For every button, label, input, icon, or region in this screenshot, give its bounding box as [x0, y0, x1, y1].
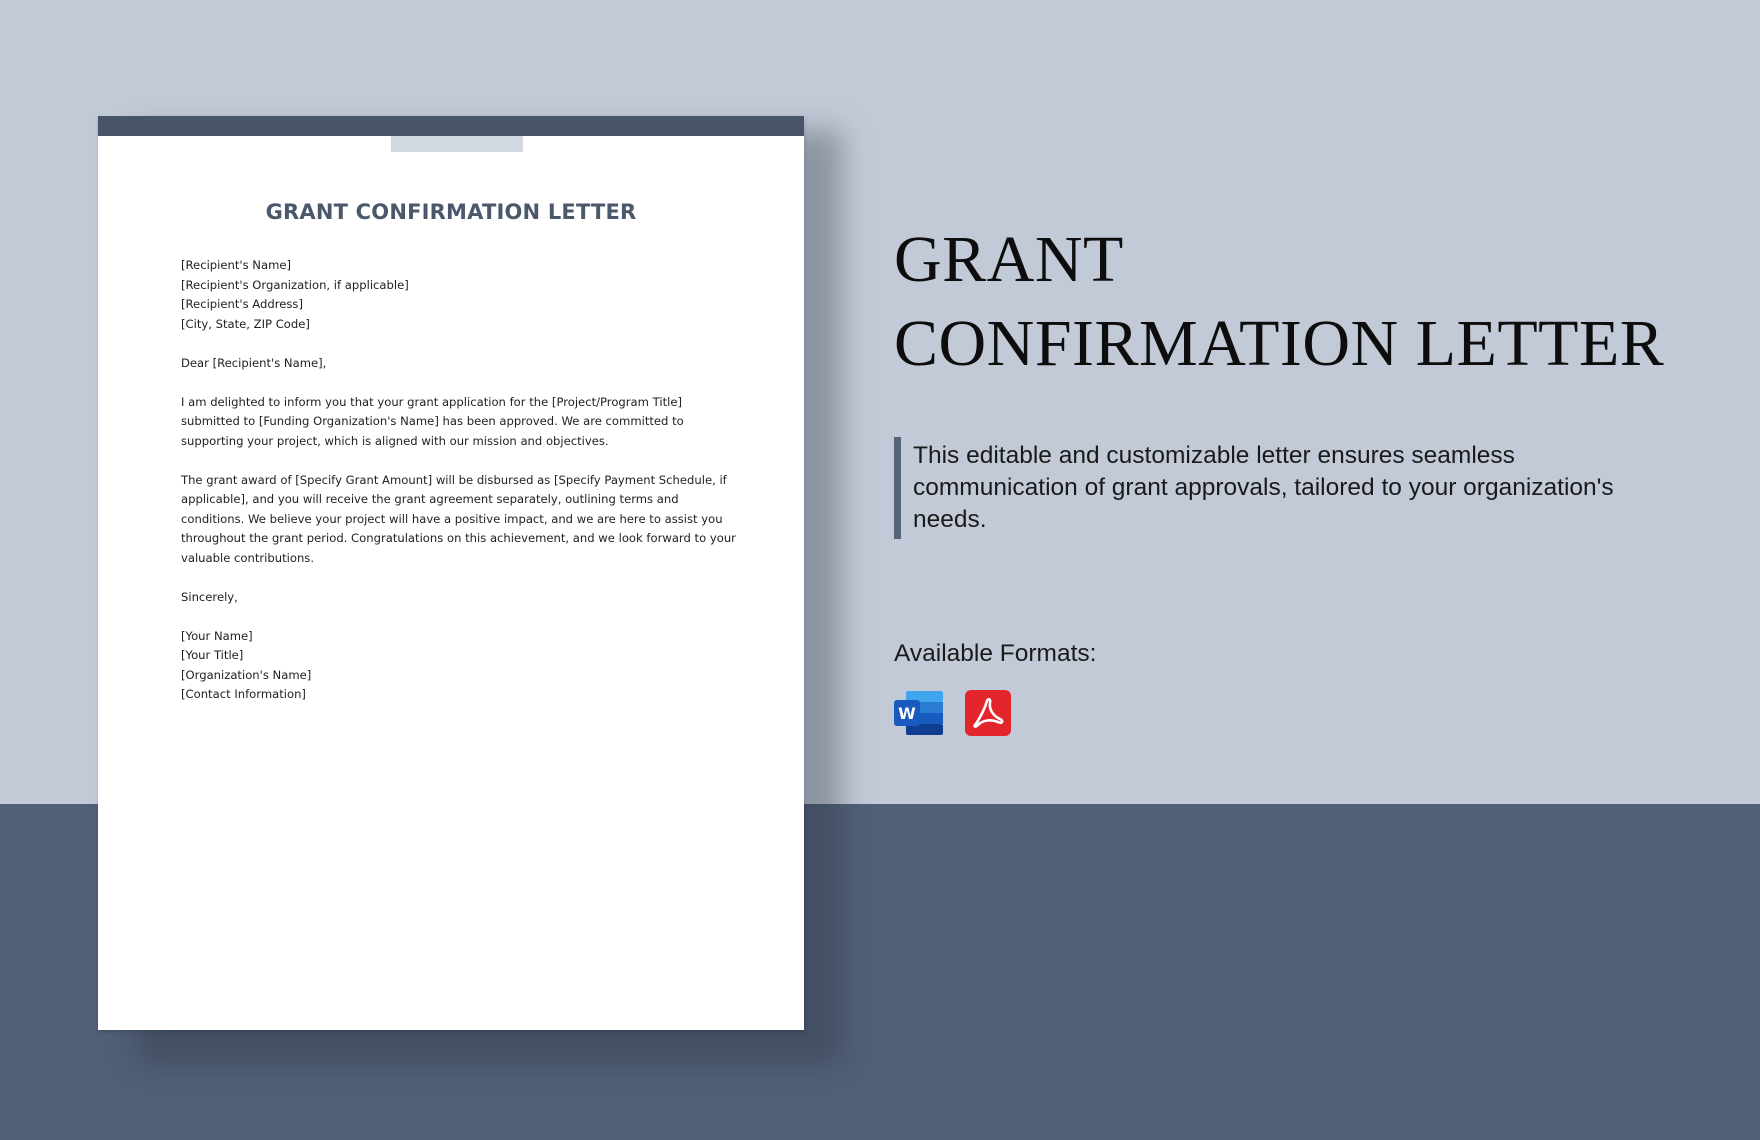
document-line: I am delighted to inform you that your grant application for the [Project/Program Title] [181, 394, 682, 409]
paragraph-gap [181, 451, 741, 471]
document-line: Dear [Recipient's Name], [181, 355, 327, 370]
document-line: [Recipient's Organization, if applicable] [181, 277, 409, 292]
pdf-icon[interactable] [965, 690, 1011, 736]
document-line: conditions. We believe your project will have a positive impact, and we are here to assist you [181, 511, 723, 526]
word-icon[interactable] [894, 690, 946, 736]
formats-label: Available Formats: [894, 640, 1097, 667]
document-line: applicable], and you will receive the grant agreement separately, outlining terms and [181, 492, 679, 506]
document-header-bar [98, 116, 804, 136]
paragraph-gap [181, 373, 741, 393]
paragraph-gap [181, 334, 741, 354]
document-line: [Your Name] [181, 628, 253, 643]
document-line: [Contact Information] [181, 687, 306, 701]
description-accent-bar [894, 437, 901, 539]
hero-title-line2: CONFIRMATION LETTER [894, 307, 1665, 380]
hero-title [894, 218, 1734, 386]
document-line: [Your Title] [181, 648, 244, 662]
document-line: The grant award of [Specify Grant Amount] will be disbursed as [Specify Payment Schedule, if [181, 472, 727, 487]
paragraph-gap [181, 607, 741, 627]
hero-title-line1: GRANT [894, 223, 1124, 296]
document-preview [98, 116, 804, 1030]
document-line: [Recipient's Address] [181, 297, 303, 311]
document-line: supporting your project, which is aligned with our mission and objectives. [181, 433, 609, 448]
document-line: [City, State, ZIP Code] [181, 316, 310, 331]
document-body [181, 256, 741, 705]
paragraph-gap [181, 568, 741, 588]
document-title: GRANT CONFIRMATION LETTER [265, 200, 637, 224]
document-line: submitted to [Funding Organization's Name] has been approved. We are committed to [181, 414, 684, 428]
document-line: [Organization's Name] [181, 667, 312, 682]
document-line: [Recipient's Name] [181, 258, 292, 272]
document-line: throughout the grant period. Congratulations on this achievement, and we look forward to your [181, 531, 736, 545]
document-line: valuable contributions. [181, 550, 315, 565]
document-line: Sincerely, [181, 589, 238, 604]
document-header-tab [391, 136, 523, 152]
svg-text:W: W [898, 704, 916, 723]
description-text: This editable and customizable letter ensures seamless communication of grant approvals, tailored to your organization's needs. [913, 442, 1614, 533]
